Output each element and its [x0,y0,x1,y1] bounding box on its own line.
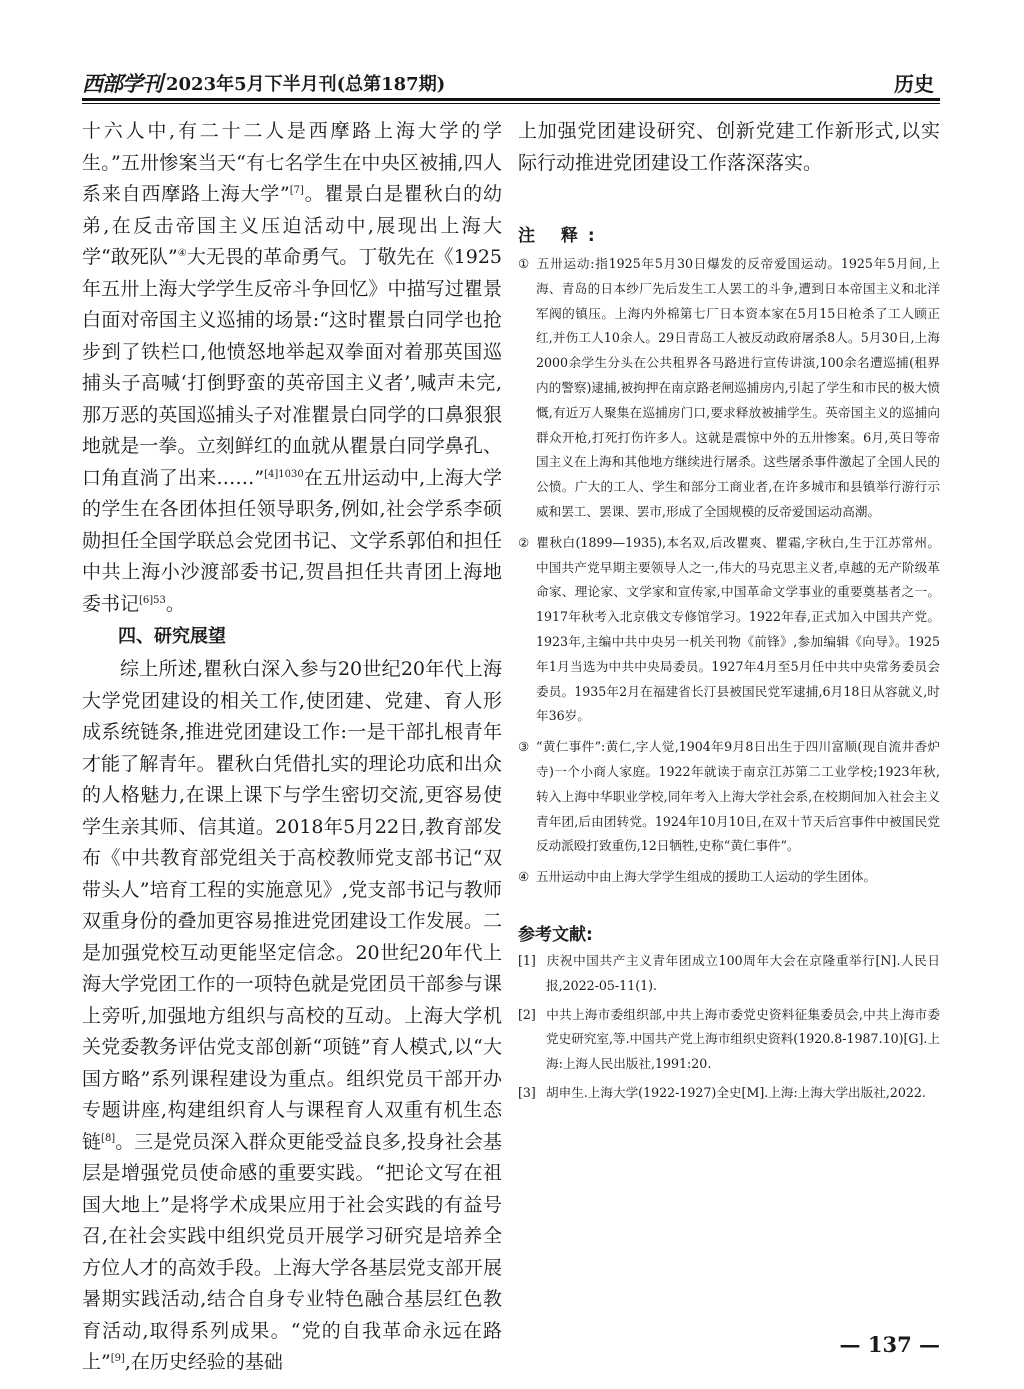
right-column [518,116,940,1106]
page-number: — 137 — [839,1332,940,1357]
citation: [7] [289,185,304,196]
notes-heading: 注 释: [518,226,605,246]
journal-logo: 西部学刊 [82,71,162,96]
citation: [8] [101,1132,116,1144]
left-column [82,116,502,1379]
references-heading: 参考文献: [518,924,593,945]
header-rule [82,98,940,101]
note-item: ① 五卅运动:指1925年5月30日爆发的反帝爱国运动。1925年5月间,上海、青岛的日本纱厂先后发生工人罢工的斗争,遭到日本帝国主义和北洋军阀的镇压。上海内外棉第七厂日本资本家在5月15日枪杀了工人顾正红,并伤工人10余人。29日青岛工人被反动政府屠杀8人。5月30日,上海2000余学生分头在公共租界各马路进行宣传讲演,100余名遭巡捕(租界内的警察)逮捕,被拘押在南京路老闸巡捕房内,引起了学生和市民的极大愤慨,有近万人聚集在巡捕房门口,要求释放被捕学生。英帝国主义的巡捕向群众开枪,打死打伤许多人。这就是震惊中外的五卅惨案。6月,英日等帝国主义在上海和其他地方继续进行屠杀。这些屠杀事件激起了全国人民的公愤。广大的工人、学生和部分工商业者,在许多城市和县镇举行游行示威和罢工、罢课、罢市,形成了全国规模的反帝爱国运动高潮。 [518,256,940,519]
section-label: 历史 [894,72,934,96]
reference-item: [2] 中共上海市委组织部,中共上海市委党史资料征集委员会,中共上海市委党史研究室,等.中国共产党上海市组织史资料(1920.8-1987.10)[G].上海:上海人民出版社,1991:20. [518,1006,940,1072]
note-ref: ④ [177,248,187,259]
running-header [82,62,940,96]
header-rule-thin [82,103,940,104]
citation: [9] [110,1353,125,1364]
body-paragraph: 十六人中,有二十二人是西摩路上海大学的学生。”五卅惨案当天“有七名学生在中央区被捕,四人系来自西摩路上海大学”[7]。瞿景白是瞿秋白的幼弟,在反击帝国主义压迫活动中,展现出上海大学“敢死队”④大无畏的革命勇气。丁敬先在《1925年五卅上海大学学生反帝斗争回忆》中描写过瞿景白面对帝国主义巡捕的场景:“这时瞿景白同学也抢步到了铁栏口,他愤怒地举起双拳面对着那英国巡捕头子高喊‘打倒野蛮的英帝国主义者’,喊声未完,那万恶的英国巡捕头子对准瞿景白同学的口鼻狠狠地就是一拳。立刻鲜红的血就从瞿景白同学鼻孔、口角直淌了出来……”$^{[4]1030}$在五卅运动中,上海大学的学生在各团体担任领导职务,例如,社会学系李硕勋担任全国学联总会党团书记、文学系郭伯和担任中共上海小沙渡部委书记,贺昌担任共青团上海地委书记$^{[6]53}$。 [82,120,503,615]
reference-item: [1] 庆祝中国共产主义青年团成立100周年大会在京隆重举行[N].人民日报,2022-05-11(1). [518,952,940,993]
note-item: ② 瞿秋白(1899—1935),本名双,后改瞿爽、瞿霜,字秋白,生于江苏常州。中国共产党早期主要领导人之一,伟大的马克思主义者,卓越的无产阶级革命家、理论家、文学家和宣传家,中国革命文学事业的重要奠基者之一。1917年秋考入北京俄文专修馆学习。1922年春,正式加入中国共产党。1923年,主编中共中央另一机关刊物《前锋》,参加编辑《向导》。1925年1月当选为中共中央局委员。1927年4月至5月任中共中央常务委员会委员。1935年2月在福建省长汀县被国民党军逮捕,6月18日从容就义,时年36岁。 [518,534,940,724]
note-item: ④ 五卅运动中由上海大学学生组成的援助工人运动的学生团体。 [518,869,877,885]
references-list [518,949,940,1106]
reference-item: [3] 胡申生.上海大学(1922-1927)全史[M].上海:上海大学出版社,2022. [518,1084,926,1100]
body-paragraph-continuation: 上加强党团建设研究、创新党建工作新形式,以实际行动推进党团建设工作落深落实。 [518,120,940,174]
notes-list [518,252,940,890]
citation: [6]53 [139,594,166,606]
body-paragraph: 综上所述,瞿秋白深入参与20世纪20年代上海大学党团建设的相关工作,使团建、党建、育人形成系统链条,推进党团建设工作:一是干部扎根青年才能了解青年。瞿秋白凭借扎实的理论功底和出众的人格魅力,在课上课下与学生密切交流,更容易使学生亲其师、信其道。2018年5月22日,教育部发布《中共教育部党组关于高校教师党支部书记“双带头人”培育工程的实施意见》,党支部书记与教师双重身份的叠加更容易推进党团建设工作发展。二是加强党校互动更能坚定信念。20世纪20年代上海大学党团工作的一项特色就是党团员干部参与课上旁听,加强地方组织与高校的互动。上海大学机关党委教务评估党支部创新“项链”育人模式,以“大国方略”系列课程建设为重点。组织党员干部开办专题讲座,构建组织育人与课程育人双重有机生态链[8]。三是党员深入群众更能受益良多,投身社会基层是增强党员使命感的重要实践。“把论文写在祖国大地上”是将学术成果应用于社会实践的有益号召,在社会实践中组织党员开展学习研究是培养全方位人才的高效手段。上海大学各基层党支部开展暑期实践活动,结合自身专业特色融合基层红色教育活动,取得系列成果。“党的自我革命永远在路上”[9],在历史经验的基础 [82,658,502,1373]
note-item: ③ “黄仁事件”:黄仁,字人觉,1904年9月8日出生于四川富顺(现自流井香炉寺)一个小商人家庭。1922年就读于南京江苏第二工业学校;1923年秋,转入上海中华职业学校,同年考入上海大学社会系,在校期间加入社会主义青年团,后由团转党。1924年10月10日,在双十节天后宫事件中被国民党反动派殴打致重伤,12日牺牲,史称“黄仁事件”。 [518,739,940,854]
section-heading: 四、研究展望 [118,626,226,647]
citation: [4]1030 [264,468,304,480]
issue-info: 2023年5月下半月刊(总第187期) [166,74,446,95]
